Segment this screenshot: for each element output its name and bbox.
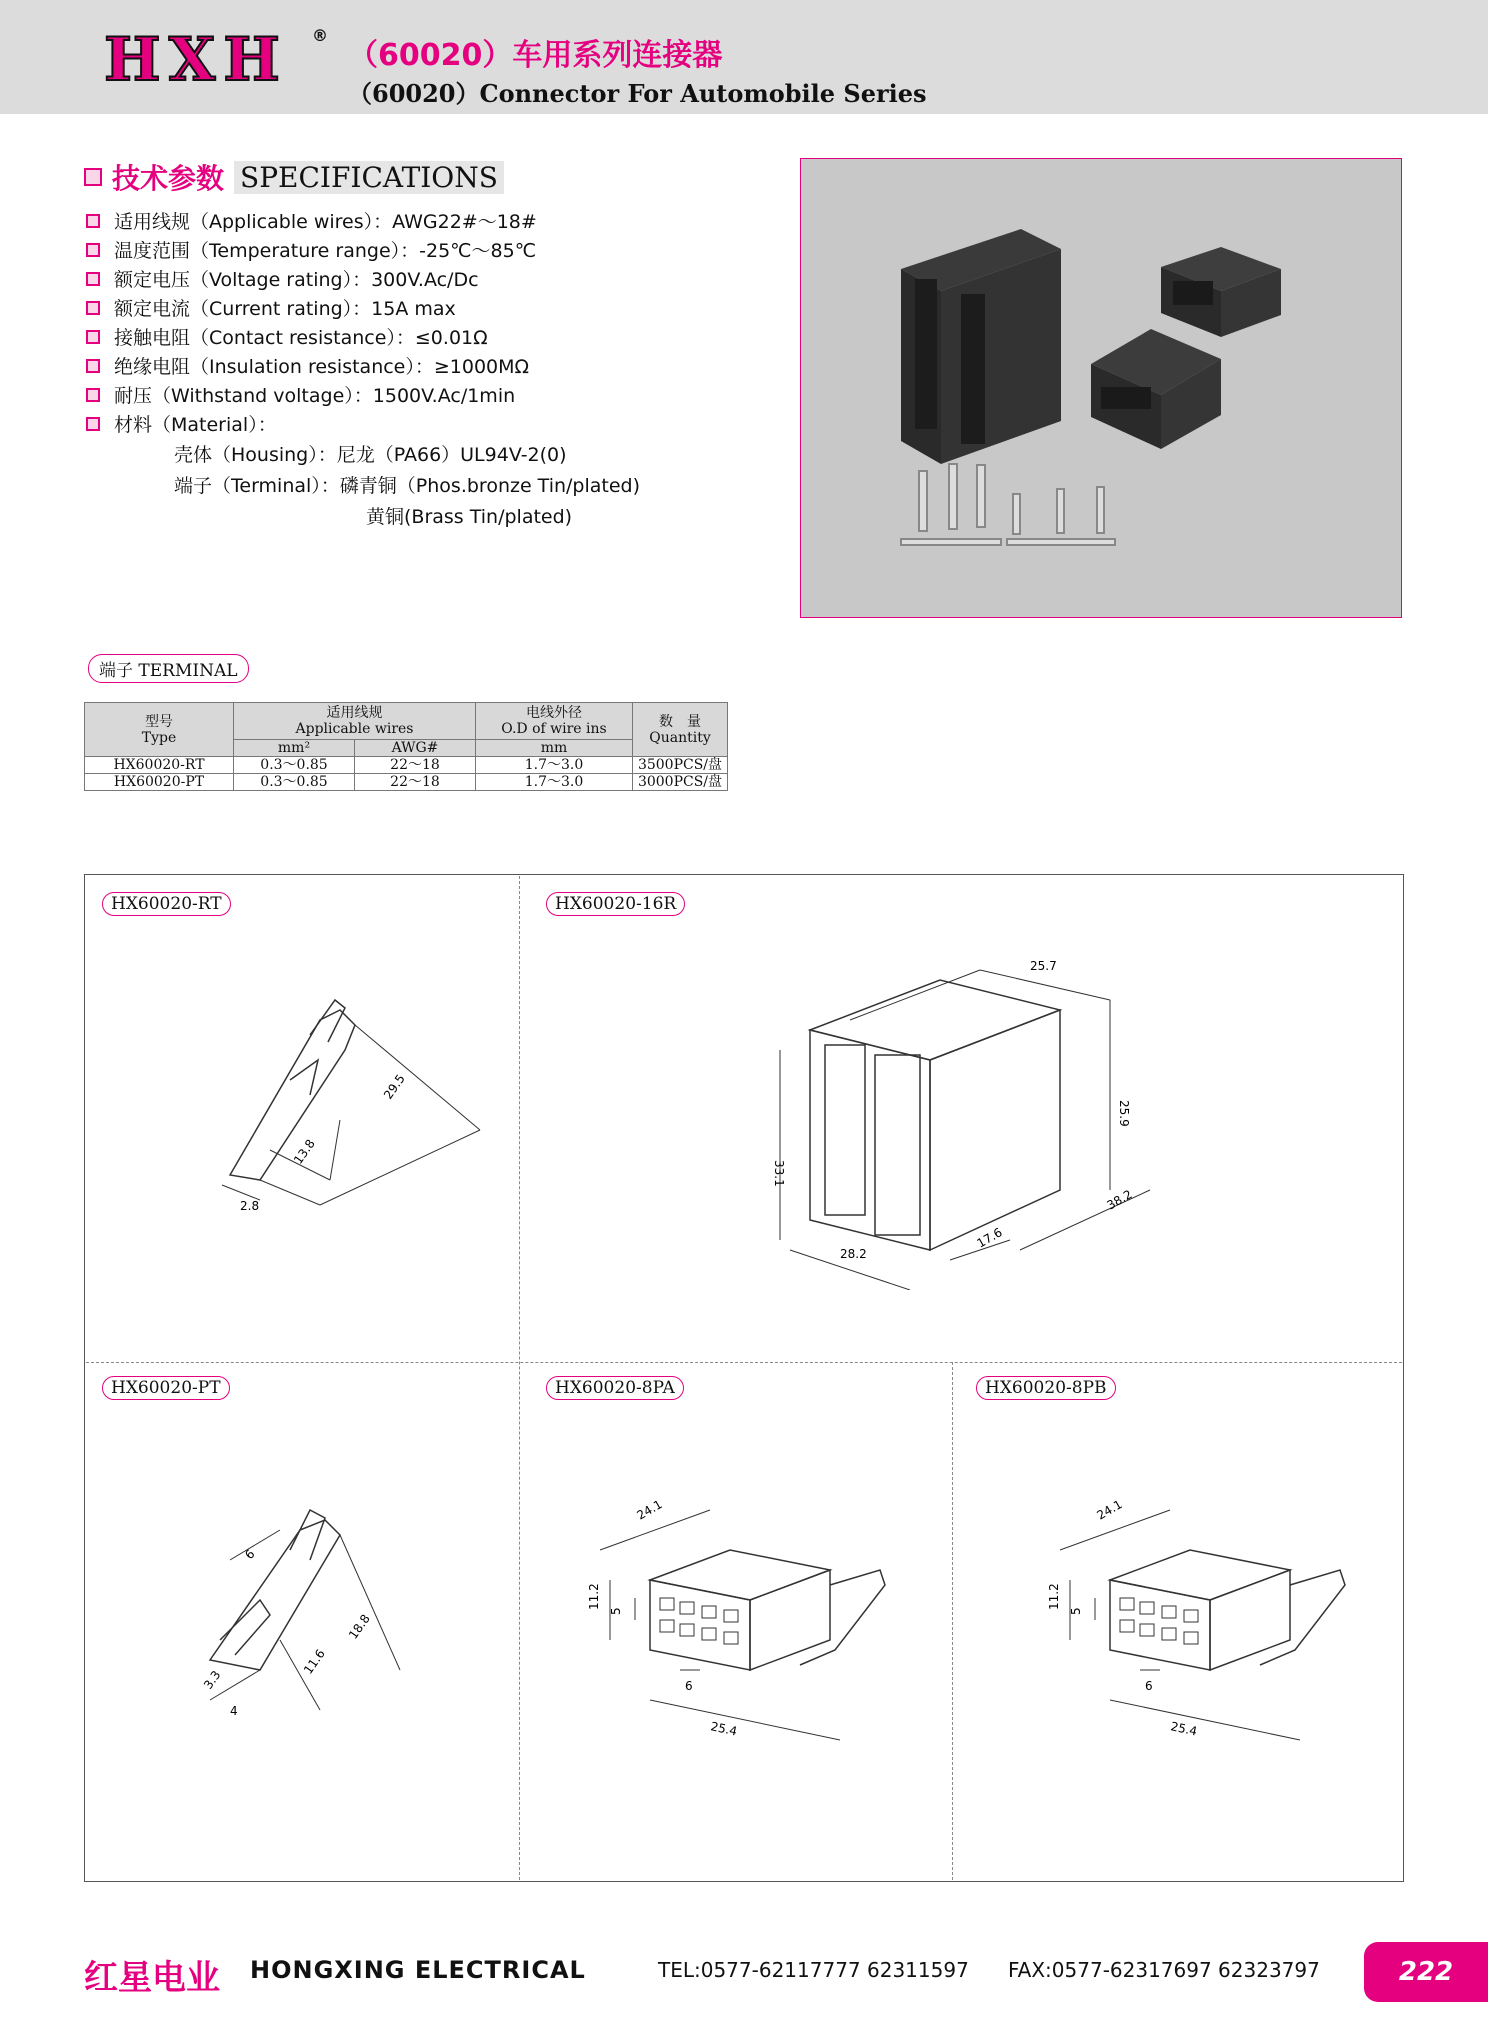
product-photo (800, 158, 1402, 618)
spec-item: 额定电流（Current rating）：15A max (86, 293, 640, 322)
material-terminal-alt: 黄铜(Brass Tin/plated) (366, 506, 573, 528)
dim-label: 5 (1069, 1607, 1083, 1615)
spec-item: 材料（Material）： (86, 409, 640, 438)
dim-label: 6 (685, 1679, 693, 1693)
table-row: HX60020-RT 0.3～0.85 22～18 1.7～3.0 3500PCS/盘 (85, 757, 728, 774)
spec-item: 额定电压（Voltage rating）：300V.Ac/Dc (86, 264, 640, 293)
spec-item: 耐压（Withstand voltage）：1500V.Ac/1min (86, 380, 640, 409)
table-header-od-unit: mm (476, 740, 633, 757)
spec-heading-cn: 技术参数 (112, 162, 225, 195)
table-header-quantity: 数 量 Quantity (633, 703, 728, 757)
square-bullet-icon (86, 359, 100, 373)
8pa-housing-drawing (580, 1490, 920, 1750)
registered-mark: ® (312, 26, 328, 45)
terminal-spec-table (84, 702, 728, 791)
drawing-label-8pa: HX60020-8PA (546, 1376, 684, 1400)
dim-label: 11.2 (1047, 1583, 1061, 1610)
table-header-awg: AWG# (355, 740, 476, 757)
divider-horizontal (86, 1362, 1402, 1363)
dim-label: 24.1 (1094, 1497, 1125, 1523)
connector-photo-illustration (801, 159, 1401, 617)
drawing-label-8pb: HX60020-8PB (976, 1376, 1116, 1400)
dim-label: 25.9 (1117, 1100, 1131, 1127)
spec-heading-en: SPECIFICATIONS (234, 161, 504, 194)
hxh-logo: HXH (104, 25, 288, 95)
divider-vertical (519, 876, 520, 1880)
table-row: HX60020-PT 0.3～0.85 22～18 1.7～3.0 3000PCS/盘 (85, 774, 728, 791)
square-bullet-icon (86, 272, 100, 286)
16r-housing-drawing (750, 950, 1170, 1290)
drawing-label-rt: HX60020-RT (102, 892, 231, 916)
spec-heading (84, 160, 504, 194)
table-header-type: 型号 Type (85, 703, 234, 757)
material-terminal: 端子（Terminal）：磷青铜（Phos.bronze Tin/plated) (174, 475, 641, 497)
8pb-housing-drawing (1040, 1490, 1380, 1750)
dim-label: 6 (242, 1546, 258, 1563)
spec-item: 绝缘电阻（Insulation resistance）：≥1000MΩ (86, 351, 640, 380)
pt-terminal-drawing (150, 1490, 430, 1730)
page-title-en: （60020）Connector For Automobile Series (348, 79, 927, 108)
spec-item: 适用线规（Applicable wires）：AWG22#～18# (86, 206, 640, 235)
dim-label: 28.2 (840, 1247, 867, 1261)
square-bullet-icon (86, 214, 100, 228)
drawing-label-16r: HX60020-16R (546, 892, 685, 916)
spec-list (86, 206, 640, 531)
footer-fax: FAX:0577-62317697 62323797 (1008, 1958, 1320, 1982)
company-name-cn: 红星电业 (84, 1958, 220, 1998)
dim-label: 29.5 (380, 1071, 408, 1102)
dim-label: 38.2 (1104, 1187, 1135, 1213)
dim-label: 17.6 (974, 1225, 1005, 1251)
spec-item: 温度范围（Temperature range）：-25℃～85℃ (86, 235, 640, 264)
square-bullet-icon (86, 301, 100, 315)
dim-label: 4 (230, 1704, 238, 1718)
square-bullet-icon (84, 168, 102, 186)
square-bullet-icon (86, 243, 100, 257)
table-header-od: 电线外径 O.D of wire ins (476, 703, 633, 740)
table-header-wires: 适用线规 Applicable wires (234, 703, 476, 740)
dim-label: 25.4 (1169, 1719, 1199, 1739)
table-header-mm2: mm² (234, 740, 355, 757)
dim-label: 11.6 (300, 1646, 328, 1677)
dim-label: 24.1 (634, 1497, 665, 1523)
dim-label: 33.1 (772, 1160, 786, 1187)
spec-item: 接触电阻（Contact resistance）：≤0.01Ω (86, 322, 640, 351)
rt-terminal-drawing (150, 980, 490, 1240)
square-bullet-icon (86, 417, 100, 431)
square-bullet-icon (86, 388, 100, 402)
dim-label: 13.8 (290, 1136, 318, 1167)
terminal-section-label: 端子 TERMINAL (88, 654, 249, 683)
page-number: 222 (1364, 1942, 1488, 2002)
dim-label: 5 (609, 1607, 623, 1615)
drawing-label-pt: HX60020-PT (102, 1376, 230, 1400)
dim-label: 6 (1145, 1679, 1153, 1693)
dim-label: 3.3 (200, 1668, 224, 1692)
square-bullet-icon (86, 330, 100, 344)
dim-label: 25.4 (709, 1719, 739, 1739)
footer-tel: TEL:0577-62117777 62311597 (658, 1958, 969, 1982)
material-housing: 壳体（Housing）：尼龙（PA66）UL94V-2(0) (174, 444, 567, 466)
page-title-cn: （60020）车用系列连接器 (348, 38, 723, 73)
divider-vertical (952, 1362, 953, 1880)
dim-label: 2.8 (240, 1199, 260, 1213)
dim-label: 25.7 (1030, 959, 1057, 973)
company-name-en: HONGXING ELECTRICAL (250, 1956, 586, 1984)
dim-label: 11.2 (587, 1583, 601, 1610)
dim-label: 18.8 (345, 1611, 373, 1642)
